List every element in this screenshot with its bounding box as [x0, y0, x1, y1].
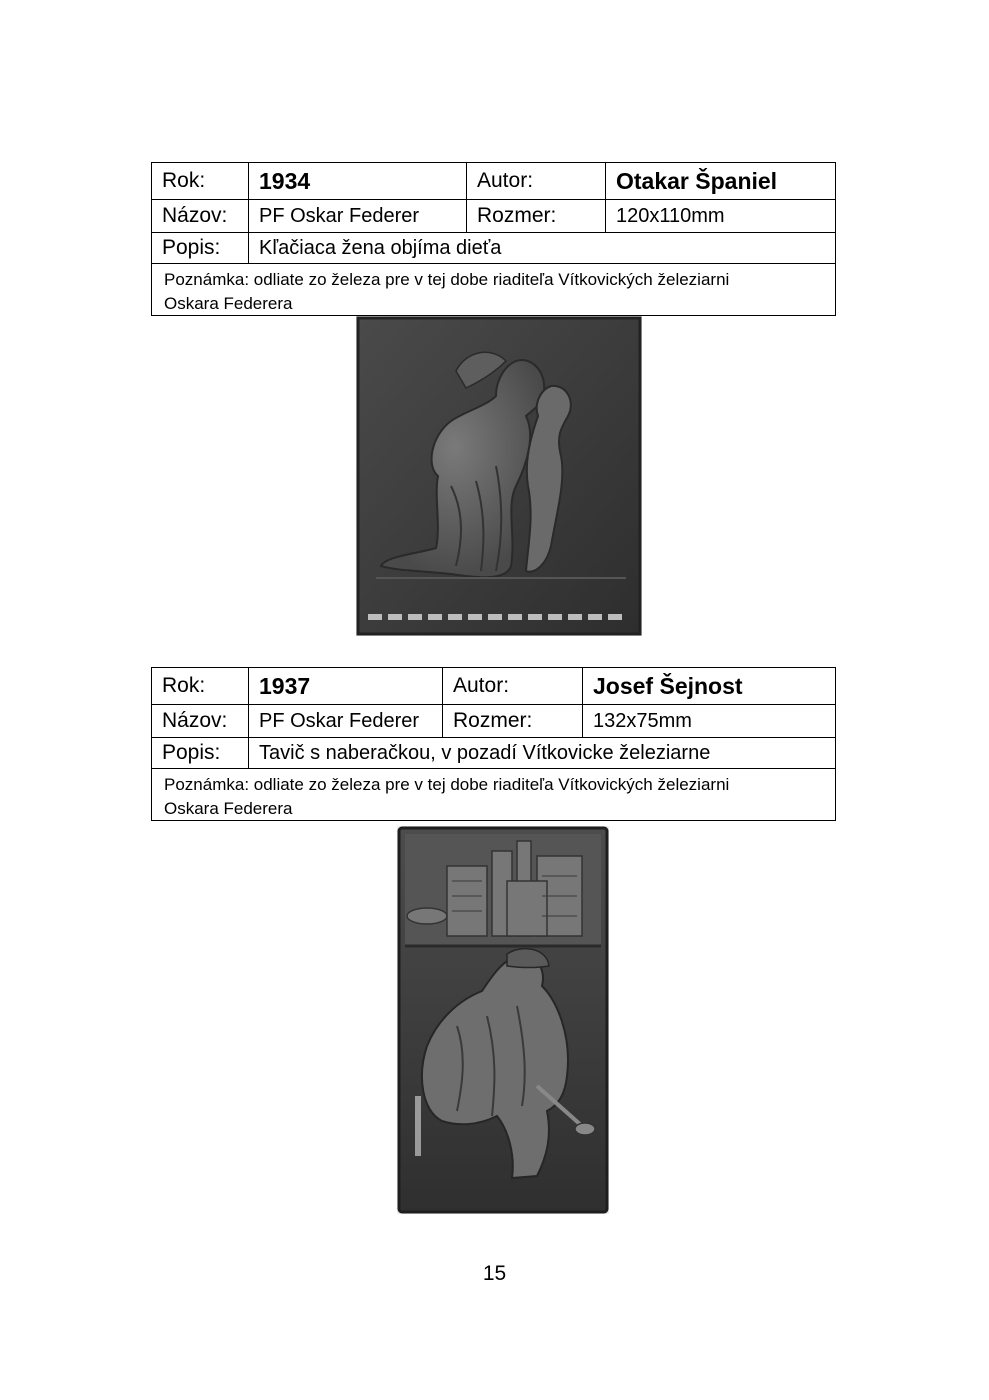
plaquette-photo-1 [356, 316, 642, 636]
table-row [152, 200, 835, 233]
name-label: Názov: [152, 705, 249, 737]
table-row [152, 705, 835, 738]
author-value: Josef Šejnost [593, 672, 743, 699]
note-line-1: Poznámka: odliate zo železa pre v tej dobe riaditeľa Vítkovických železiarni [164, 775, 730, 794]
table-row [152, 233, 835, 264]
note-row [152, 769, 835, 821]
description-value: Kľačiaca žena objíma dieťa [259, 236, 502, 259]
table-row [152, 738, 835, 769]
description-label: Popis: [152, 233, 249, 263]
description-value: Tavič s naberačkou, v pozadí Vítkovicke železiarne [259, 741, 711, 764]
catalog-table-2 [151, 667, 836, 821]
size-label: Rozmer: [467, 200, 606, 232]
year-label: Rok: [152, 163, 249, 199]
catalog-table-1 [151, 162, 836, 316]
name-label: Názov: [152, 200, 249, 232]
size-value: 132x75mm [593, 709, 692, 732]
note-text [164, 773, 825, 821]
plaquette-photo-2 [397, 826, 609, 1214]
name-value: PF Oskar Federer [249, 705, 443, 737]
table-row [152, 163, 835, 200]
year-value: 1934 [249, 163, 467, 199]
note-row [152, 264, 835, 316]
size-label: Rozmer: [443, 705, 583, 737]
note-text [164, 268, 825, 316]
note-line-1: Poznámka: odliate zo železa pre v tej dobe riaditeľa Vítkovických železiarni [164, 270, 730, 289]
author-label: Autor: [467, 163, 606, 199]
year-value: 1937 [249, 668, 443, 704]
size-value: 120x110mm [616, 204, 725, 227]
page-number: 15 [482, 1262, 507, 1285]
author-value: Otakar Španiel [616, 167, 778, 194]
note-line-2: Oskara Federera [164, 294, 293, 313]
description-label: Popis: [152, 738, 249, 768]
author-label: Autor: [443, 668, 583, 704]
note-line-2: Oskara Federera [164, 799, 293, 818]
name-value: PF Oskar Federer [249, 200, 467, 232]
plaquette-foundry-worker-image [397, 826, 609, 1214]
table-row [152, 668, 835, 705]
plaquette-kneeling-woman-image [356, 316, 642, 636]
year-label: Rok: [152, 668, 249, 704]
